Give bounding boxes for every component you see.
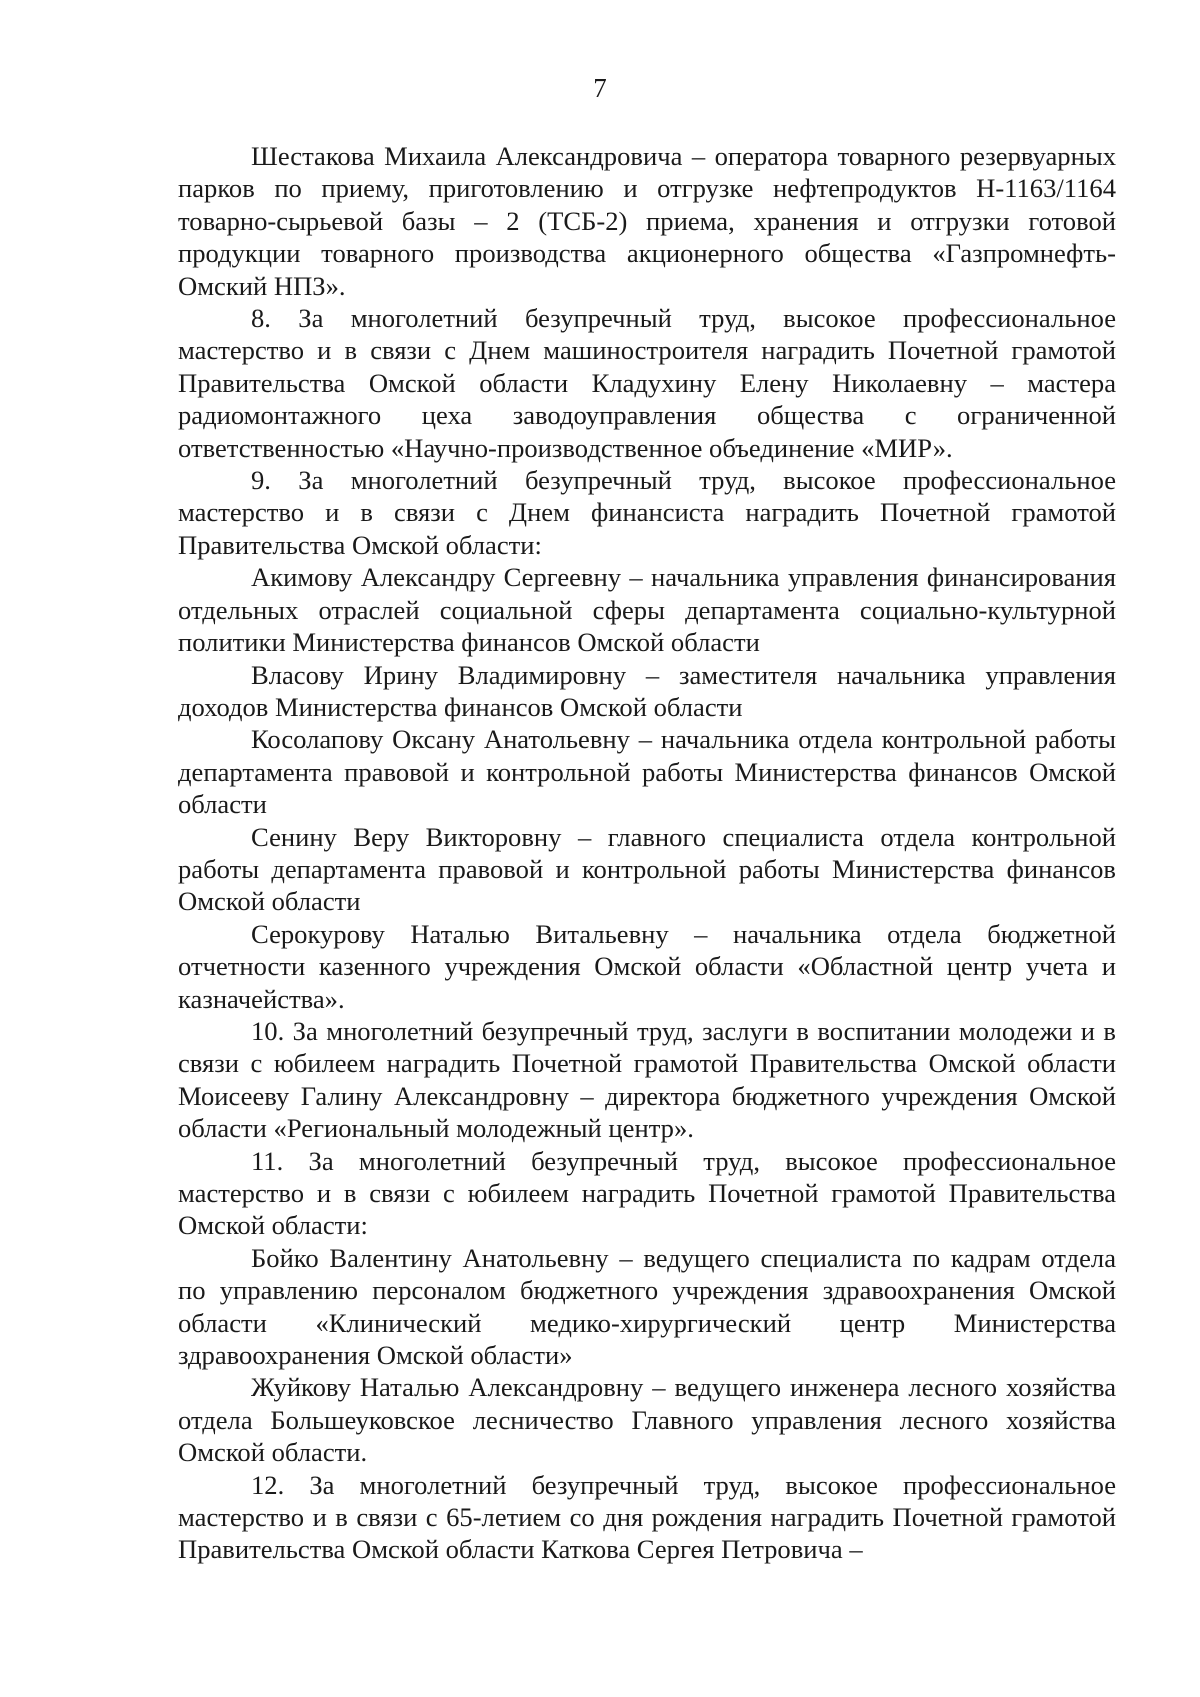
paragraph-shestakov: Шестакова Михаила Александровича – оператора товарного резервуарных парков по приему, приготовлению и отгрузке нефтепродуктов Н-1163/1164 товарно-сырьевой базы – 2 (ТСБ-2) приема, хранения и отгрузки готовой продукции товарного производства акционерного общества «Газпромнефть-Омский НПЗ». (178, 141, 1116, 301)
paragraph-boiko: Бойко Валентину Анатольевну – ведущего специалиста по кадрам отдела по управлению персоналом бюджетного учреждения здравоохранения Омской области «Клинический медико-хирургический центр Министерства здравоохранения Омской области» (178, 1242, 1116, 1371)
paragraph-kosolapova: Косолапову Оксану Анатольевну – начальника отдела контрольной работы департамента правовой и контрольной работы Министерства финансов Омской области (178, 724, 1116, 820)
paragraph-vlasova: Власову Ирину Владимировну – заместителя начальника управления доходов Министерства финансов Омской области (178, 659, 1116, 722)
paragraph-zhuikova: Жуйкову Наталью Александровну – ведущего инженера лесного хозяйства отдела Большеуковское лесничество Главного управления лесного хозяйства Омской области. (178, 1372, 1116, 1468)
paragraph-item-10: 10. За многолетний безупречный труд, заслуги в воспитании молодежи и в связи с юбилеем наградить Почетной грамотой Правительства Омской области Моисееву Галину Александровну – директора бюджетного учреждения Омской области «Региональный молодежный центр». (178, 1015, 1116, 1144)
paragraph-item-11: 11. За многолетний безупречный труд, высокое профессиональное мастерство и в связи с юбилеем наградить Почетной грамотой Правительства Омской области: (178, 1145, 1116, 1241)
paragraph-akimova: Акимову Александру Сергеевну – начальника управления финансирования отдельных отраслей социальной сферы департамента социально-культурной политики Министерства финансов Омской области (178, 562, 1116, 658)
paragraph-serokurova: Серокурову Наталью Витальевну – начальника отдела бюджетной отчетности казенного учреждения Омской области «Областной центр учета и казначейства». (178, 918, 1116, 1014)
paragraph-senina: Сенину Веру Викторовну – главного специалиста отдела контрольной работы департамента правовой и контрольной работы Министерства финансов Омской области (178, 821, 1116, 917)
paragraph-item-9: 9. За многолетний безупречный труд, высокое профессиональное мастерство и в связи с Днем финансиста наградить Почетной грамотой Правительства Омской области: (178, 465, 1116, 560)
paragraph-item-12: 12. За многолетний безупречный труд, высокое профессиональное мастерство и в связи с 65-летием со дня рождения наградить Почетной грамотой Правительства Омской области Каткова Сергея Петровича – (178, 1469, 1116, 1565)
document-body (178, 140, 1116, 1566)
paragraph-item-8: 8. За многолетний безупречный труд, высокое профессиональное мастерство и в связи с Днем машиностроителя наградить Почетной грамотой Правительства Омской области Кладухину Елену Николаевну – мастера радиомонтажного цеха заводоуправления общества с ограниченной ответственностью «Научно-производственное объединение «МИР». (178, 303, 1116, 463)
page-number: 7 (593, 73, 607, 103)
